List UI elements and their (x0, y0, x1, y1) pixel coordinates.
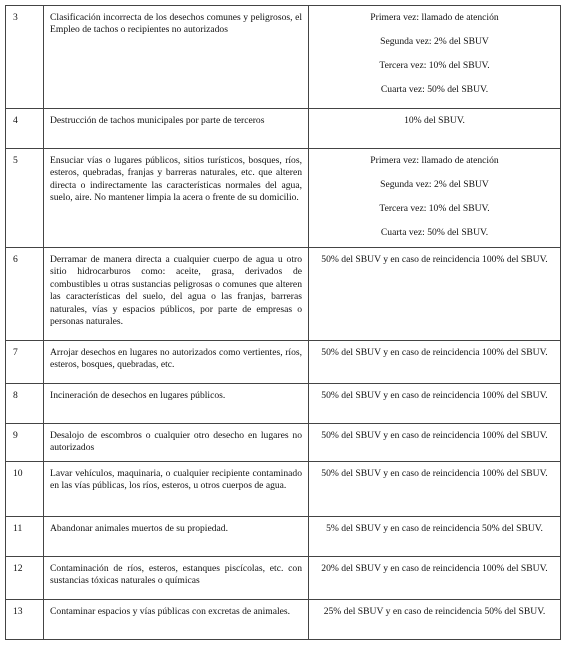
row-number: 7 (6, 341, 44, 384)
sanction-cell (309, 6, 561, 109)
infraction-description: Contaminar espacios y vías públicas con excretas de animales. (44, 599, 309, 639)
row-number: 9 (6, 424, 44, 462)
sanction-line: Segunda vez: 2% del SBUV (380, 179, 489, 190)
infraction-description: Ensuciar vías o lugares públicos, sitios turísticos, bosques, ríos, esteros, quebradas, franjas y barreras naturales, etc. que alteren directa o indirectamente las características normales del agua, suelo, aire. No mantener limpia la acera o frente de su domicilio. (44, 149, 309, 248)
sanction-line: Primera vez: llamado de atención (370, 12, 499, 23)
table-row (6, 516, 561, 556)
infraction-description: Desalojo de escombros o cualquier otro desecho en lugares no autorizados (44, 424, 309, 462)
infraction-description: Arrojar desechos en lugares no autorizados como vertientes, ríos, esteros, bosques, quebradas, etc. (44, 341, 309, 384)
table-row (6, 384, 561, 424)
infraction-description: Lavar vehículos, maquinaria, o cualquier recipiente contaminado en las vías públicas, los ríos, esteros, u otros cuerpos de agua. (44, 461, 309, 516)
row-number: 6 (6, 248, 44, 341)
infraction-description: Derramar de manera directa a cualquier cuerpo de agua u otro sitio hidrocarburos como: aceite, grasa, derivados de combustibles u otras sustancias peligrosas o comunes que alteren las características del suelo, del agua o las franjas, barreras naturales, vías y espacios públicos, por parte de empresas o personas naturales. (44, 248, 309, 341)
table-row (6, 424, 561, 462)
table-row (6, 599, 561, 639)
sanctions-table (5, 5, 561, 640)
sanction-cell: 10% del SBUV. (309, 109, 561, 149)
sanction-line: Segunda vez: 2% del SBUV (380, 36, 489, 47)
sanction-cell: 50% del SBUV y en caso de reincidencia 100% del SBUV. (309, 424, 561, 462)
sanction-cell: 50% del SBUV y en caso de reincidencia 100% del SBUV. (309, 248, 561, 341)
sanction-line: Cuarta vez: 50% del SBUV. (380, 84, 489, 95)
table-row (6, 461, 561, 516)
sanction-line: Cuarta vez: 50% del SBUV. (380, 227, 489, 238)
sanction-cell: 20% del SBUV y en caso de reincidencia 100% del SBUV. (309, 556, 561, 599)
sanction-cell: 5% del SBUV y en caso de reincidencia 50% del SBUV. (309, 516, 561, 556)
row-number: 12 (6, 556, 44, 599)
sanction-cell: 50% del SBUV y en caso de reincidencia 100% del SBUV. (309, 461, 561, 516)
infraction-description: Incineración de desechos en lugares públicos. (44, 384, 309, 424)
table-row (6, 149, 561, 248)
table-row (6, 109, 561, 149)
sanction-cell: 25% del SBUV y en caso de reincidencia 50% del SBUV. (309, 599, 561, 639)
row-number: 13 (6, 599, 44, 639)
sanction-line: Primera vez: llamado de atención (370, 155, 499, 166)
sanction-line: Tercera vez: 10% del SBUV. (379, 60, 490, 71)
table-row (6, 6, 561, 109)
infraction-description: Abandonar animales muertos de su propiedad. (44, 516, 309, 556)
sanction-cell (309, 149, 561, 248)
infraction-description: Contaminación de ríos, esteros, estanques piscícolas, etc. con sustancias tóxicas naturales o químicas (44, 556, 309, 599)
row-number: 3 (6, 6, 44, 109)
table-row (6, 556, 561, 599)
infraction-description: Destrucción de tachos municipales por parte de terceros (44, 109, 309, 149)
row-number: 10 (6, 461, 44, 516)
table-row (6, 248, 561, 341)
infraction-description: Clasificación incorrecta de los desechos comunes y peligrosos, el Empleo de tachos o recipientes no autorizados (44, 6, 309, 109)
table-row (6, 341, 561, 384)
row-number: 4 (6, 109, 44, 149)
row-number: 5 (6, 149, 44, 248)
sanction-line: Tercera vez: 10% del SBUV. (379, 203, 490, 214)
sanction-cell: 50% del SBUV y en caso de reincidencia 100% del SBUV. (309, 341, 561, 384)
row-number: 11 (6, 516, 44, 556)
row-number: 8 (6, 384, 44, 424)
sanction-cell: 50% del SBUV y en caso de reincidencia 100% del SBUV. (309, 384, 561, 424)
